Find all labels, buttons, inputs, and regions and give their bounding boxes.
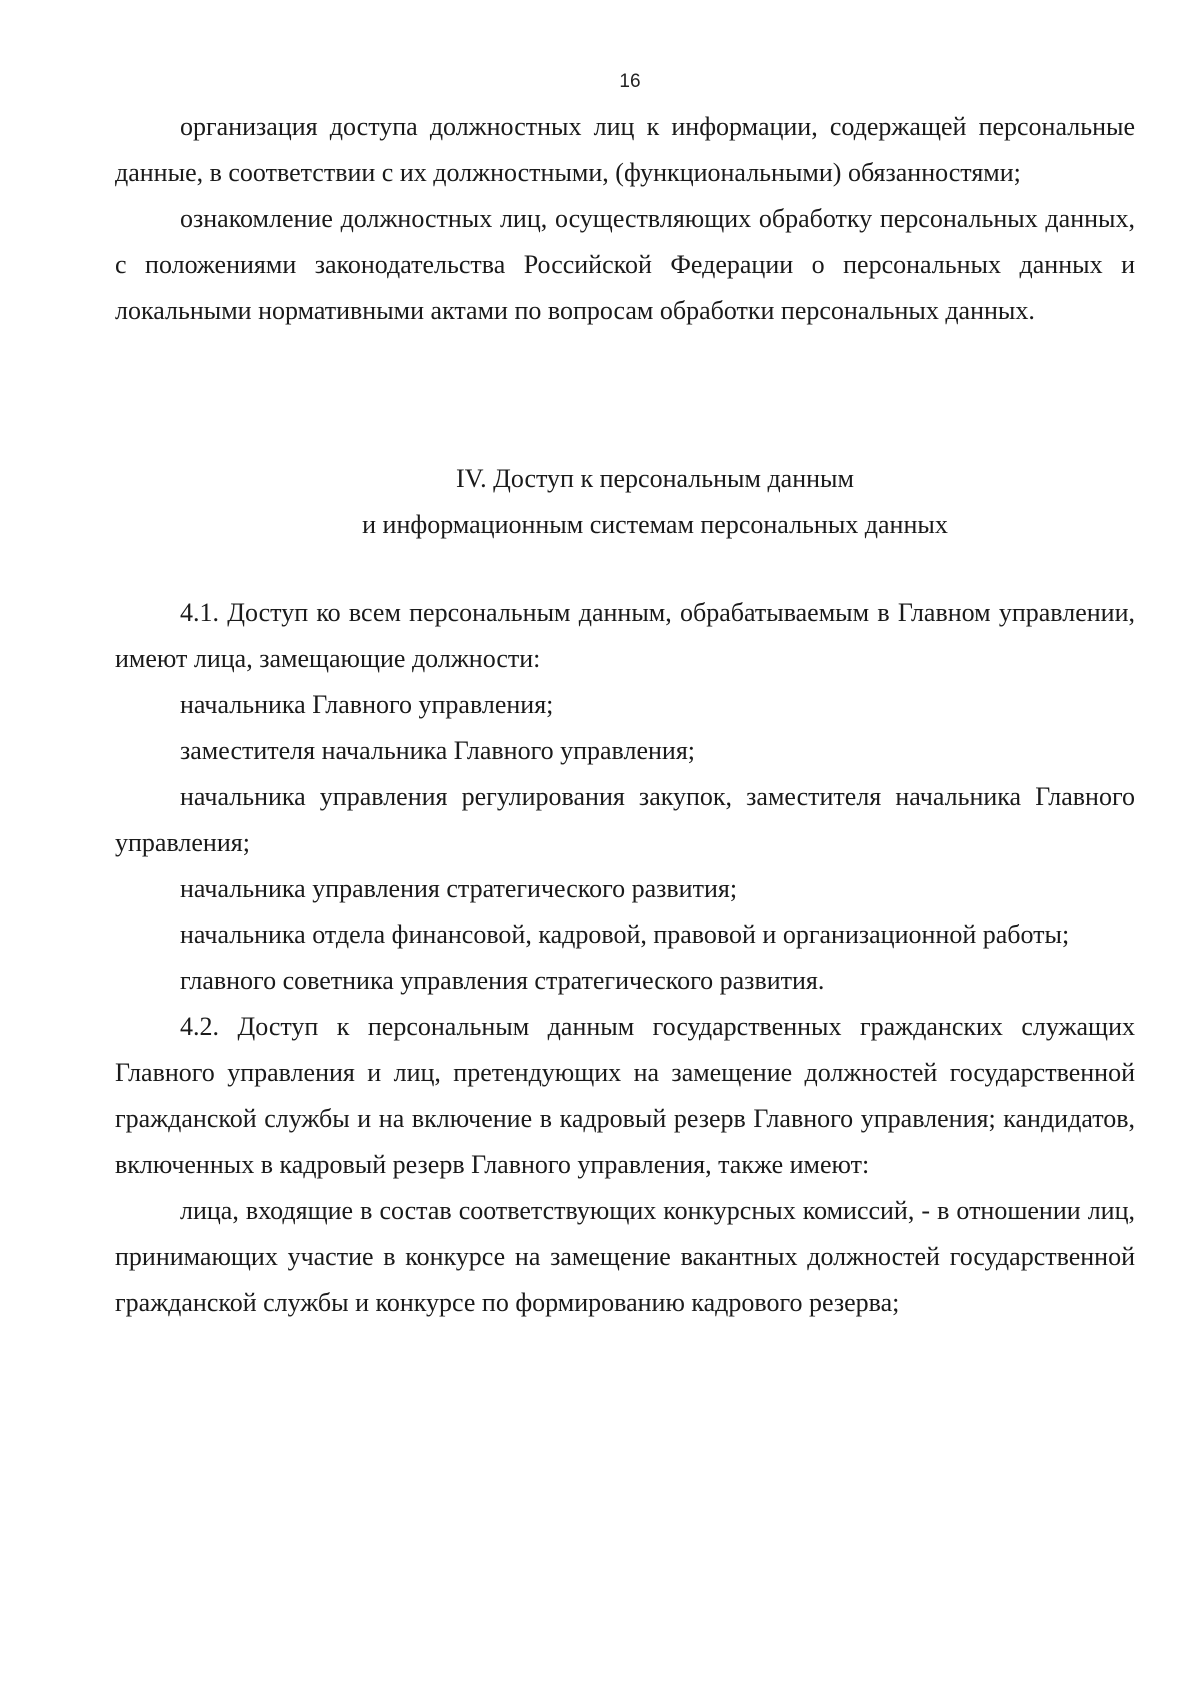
list-item-position-procurement-head: начальника управления регулирования закупок, заместителя начальника Главного управления; xyxy=(115,782,1135,857)
list-item-position-head: начальника Главного управления; xyxy=(180,690,554,719)
list-item-position-strategy-head: начальника управления стратегического развития; xyxy=(180,874,738,903)
page-number: 16 xyxy=(619,71,641,92)
paragraph-4-2: 4.2. Доступ к персональным данным государственных гражданских служащих Главного управления и лиц, претендующих на замещение должностей государственной гражданской службы и на включение в кадровый резерв Главного управления; кандидатов, включенных в кадровый резерв Главного управления, также имеют: xyxy=(115,1012,1135,1179)
list-item-position-deputy-head: заместителя начальника Главного управления; xyxy=(180,736,696,765)
paragraph-familiarization: ознакомление должностных лиц, осуществляющих обработку персональных данных, с положениями законодательства Российской Федерации о персональных данных и локальными нормативными актами по вопросам обработки персональных данных. xyxy=(115,204,1135,325)
list-item-position-chief-advisor: главного советника управления стратегического развития. xyxy=(180,966,825,995)
body-section xyxy=(115,590,1135,1326)
intro-section xyxy=(115,104,1135,334)
paragraph-access-organization: организация доступа должностных лиц к информации, содержащей персональные данные, в соответствии с их должностными, (функциональными) обязанностями; xyxy=(115,112,1135,187)
paragraph-4-1: 4.1. Доступ ко всем персональным данным, обрабатываемым в Главном управлении, имеют лица, замещающие должности: xyxy=(115,598,1135,673)
paragraph-competition-commissions: лица, входящие в состав соответствующих конкурсных комиссий, - в отношении лиц, принимающих участие в конкурсе на замещение вакантных должностей государственной гражданской службы и конкурсе по формированию кадрового резерва; xyxy=(115,1196,1135,1317)
section-heading-line1: IV. Доступ к персональным данным xyxy=(456,464,854,493)
list-item-position-finance-head: начальника отдела финансовой, кадровой, правовой и организационной работы; xyxy=(180,920,1070,949)
section-heading-line2: и информационным системам персональных данных xyxy=(362,510,948,539)
